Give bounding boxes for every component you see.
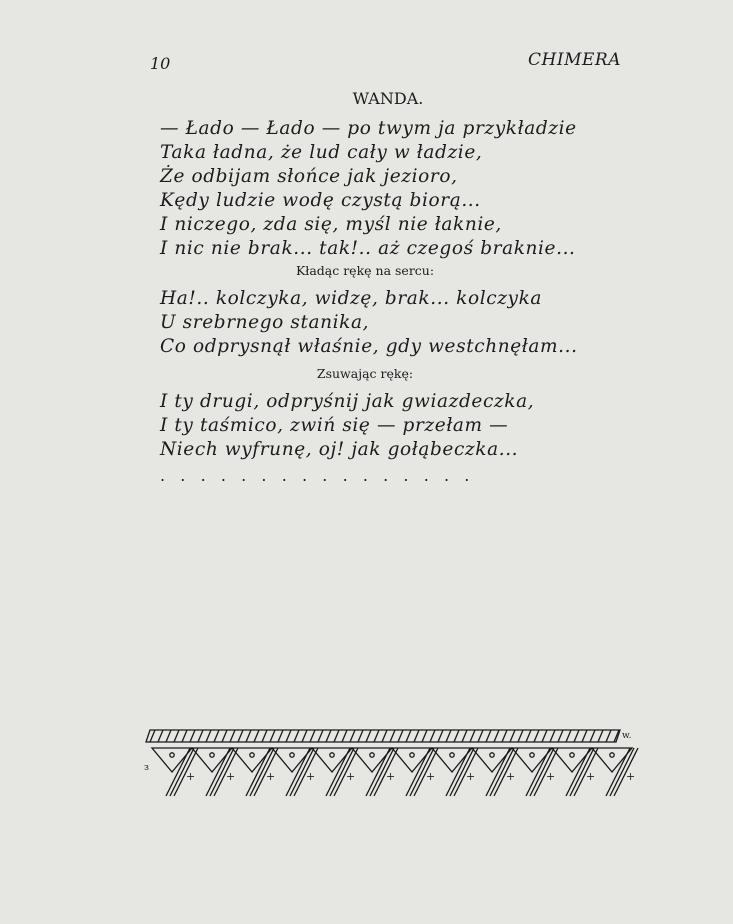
stage-direction: Zsuwając rękę:: [316, 366, 414, 381]
band-hatch: [206, 730, 211, 742]
band-hatch: [470, 730, 475, 742]
band-hatch: [198, 730, 203, 742]
ornament-triangle: [432, 748, 472, 772]
ornament-circle: [290, 753, 294, 757]
verse-line: Ha!.. kolczyka, widzę, brak... kolczyka: [160, 288, 543, 309]
ornament-circle: [410, 753, 414, 757]
ornament-top-band: [146, 730, 620, 742]
verse-line: Co odprysnął właśnie, gdy westchnęłam...: [160, 336, 578, 357]
band-hatch: [318, 730, 323, 742]
ornament-cross: +: [266, 770, 276, 783]
band-hatch: [342, 730, 347, 742]
ornament-circle: [210, 753, 214, 757]
verse-line: Niech wyfrunę, oj! jak gołąbeczka...: [160, 439, 519, 460]
band-hatch: [582, 730, 587, 742]
decorative-ornament: [140, 722, 660, 802]
ornament-cross: +: [546, 770, 556, 783]
band-hatch: [238, 730, 243, 742]
ornament-circle: [490, 753, 494, 757]
band-hatch: [534, 730, 539, 742]
band-hatch: [422, 730, 427, 742]
ornament-triangle: [592, 748, 632, 772]
stage-direction: Kładąc rękę na sercu:: [295, 263, 435, 278]
ornament-cross: +: [506, 770, 516, 783]
band-hatch: [246, 730, 251, 742]
ornament-triangle: [152, 748, 192, 772]
band-hatch: [174, 730, 179, 742]
band-hatch: [326, 730, 331, 742]
ornament-cross: +: [426, 770, 436, 783]
band-hatch: [310, 730, 315, 742]
ornament-bottom-band: [152, 748, 638, 796]
band-hatch: [430, 730, 435, 742]
band-hatch: [606, 730, 611, 742]
band-hatch: [230, 730, 235, 742]
band-hatch: [406, 730, 411, 742]
verse-line: Kędy ludzie wodę czystą biorą...: [160, 190, 481, 211]
ornament-triangle: [232, 748, 272, 772]
band-hatch: [366, 730, 371, 742]
band-hatch: [398, 730, 403, 742]
verse-line: I ty taśmico, zwiń się — przełam —: [160, 415, 509, 436]
ornament-left-mark: з: [144, 763, 149, 773]
page-number: 10: [150, 54, 171, 73]
band-hatch: [302, 730, 307, 742]
ornament-cross: +: [586, 770, 596, 783]
ornament-circle: [250, 753, 254, 757]
ornament-triangle: [392, 748, 432, 772]
band-hatch: [222, 730, 227, 742]
band-hatch: [382, 730, 387, 742]
ornament-circle: [450, 753, 454, 757]
ornament-cross: +: [346, 770, 356, 783]
band-hatch: [438, 730, 443, 742]
band-hatch: [294, 730, 299, 742]
verse-line: Że odbijam słońce jak jezioro,: [160, 166, 458, 187]
section-title: WANDA.: [352, 89, 424, 108]
band-hatch: [214, 730, 219, 742]
ornament-triangle: [512, 748, 552, 772]
ornament-circle: [170, 753, 174, 757]
verse-line: — Łado — Łado — po twym ja przykładzie: [160, 118, 577, 139]
ornament-triangle: [192, 748, 232, 772]
band-hatch: [254, 730, 259, 742]
band-hatch: [158, 730, 163, 742]
band-hatch: [478, 730, 483, 742]
band-hatch: [446, 730, 451, 742]
ornament-signature: w.: [622, 731, 632, 741]
band-hatch: [390, 730, 395, 742]
ornament-circle: [610, 753, 614, 757]
band-hatch: [454, 730, 459, 742]
band-hatch: [270, 730, 275, 742]
band-hatch: [182, 730, 187, 742]
band-hatch: [566, 730, 571, 742]
band-hatch: [550, 730, 555, 742]
band-hatch: [166, 730, 171, 742]
verse-line: I nic nie brak... tak!.. aż czegoś braknie...: [160, 238, 576, 259]
ornament-cross: +: [466, 770, 476, 783]
band-hatch: [526, 730, 531, 742]
ornament-triangle: [312, 748, 352, 772]
band-hatch: [286, 730, 291, 742]
band-hatch: [542, 730, 547, 742]
band-hatch: [598, 730, 603, 742]
band-hatch: [502, 730, 507, 742]
verse-line: I ty drugi, odpryśnij jak gwiazdeczka,: [160, 391, 535, 412]
ornament-circle: [530, 753, 534, 757]
band-hatch: [334, 730, 339, 742]
verse-line: Taka ładna, że lud cały w ładzie,: [160, 142, 483, 163]
band-hatch: [150, 730, 155, 742]
ornament-cross: +: [626, 770, 636, 783]
band-hatch: [494, 730, 499, 742]
ornament-circle: [570, 753, 574, 757]
band-hatch: [358, 730, 363, 742]
verse-line: U srebrnego stanika,: [160, 312, 370, 333]
ornament-triangle: [552, 748, 592, 772]
ornament-cross: +: [386, 770, 396, 783]
ornament-circle: [370, 753, 374, 757]
band-hatch: [278, 730, 283, 742]
ellipsis-row: ................: [160, 466, 485, 485]
band-hatch: [590, 730, 595, 742]
band-hatch: [510, 730, 515, 742]
band-hatch: [190, 730, 195, 742]
band-hatch: [462, 730, 467, 742]
ornament-triangle: [352, 748, 392, 772]
ornament-cross: +: [186, 770, 196, 783]
ornament-triangle: [272, 748, 312, 772]
band-hatch: [574, 730, 579, 742]
band-hatch: [518, 730, 523, 742]
band-hatch: [414, 730, 419, 742]
band-hatch: [350, 730, 355, 742]
verse-line: I niczego, zda się, myśl nie łaknie,: [160, 214, 502, 235]
ornament-cross: +: [306, 770, 316, 783]
ornament-circle: [330, 753, 334, 757]
band-hatch: [486, 730, 491, 742]
running-head: CHIMERA: [528, 50, 621, 70]
band-hatch: [262, 730, 267, 742]
band-hatch: [558, 730, 563, 742]
ornament-triangle: [472, 748, 512, 772]
band-hatch: [374, 730, 379, 742]
ornament-cross: +: [226, 770, 236, 783]
